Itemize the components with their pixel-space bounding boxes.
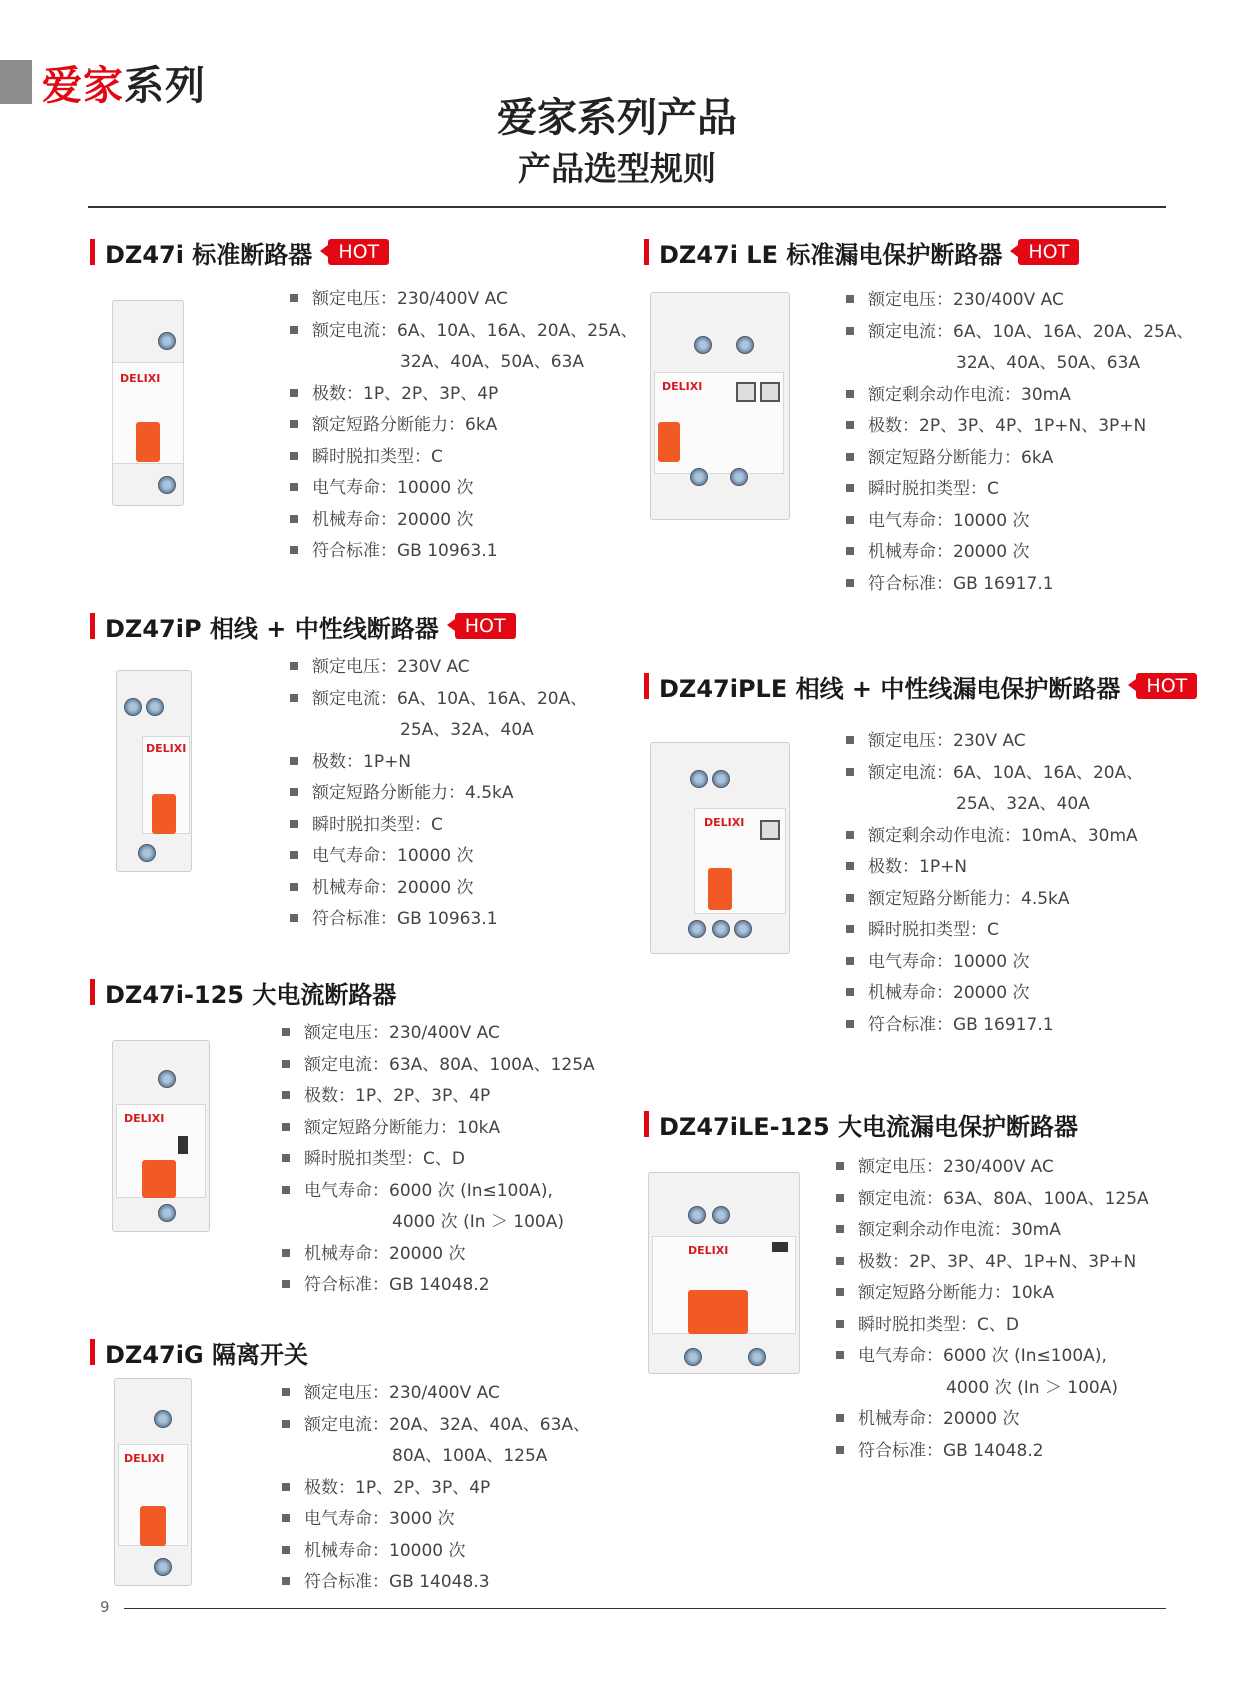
terminal-screw-icon [690,468,708,486]
dz47ip-breaker-image [116,670,190,870]
product-section-dz47ile125 [644,1108,1078,1140]
spec-item-continuation: 4000 次 (In ＞ 100A) [946,1377,1119,1398]
section-accent-bar [90,1339,95,1365]
dz47ile125-breaker-image [648,1172,798,1372]
spec-item: 额定电压：230/400V AC [282,1378,590,1410]
spec-item: 额定电流：6A、10A、16A、20A、 [846,758,1143,790]
terminal-screw-icon [684,1348,702,1366]
breaker-logo: DELIXI [120,372,161,385]
breaker-logo: DELIXI [662,380,703,393]
terminal-screw-icon [158,332,176,350]
breaker-logo: DELIXI [688,1244,729,1257]
spec-item: 电气寿命：10000 次 [846,947,1143,979]
terminal-screw-icon [154,1410,172,1428]
section-accent-bar [644,1111,649,1137]
spec-item-continuation: 4000 次 (In ＞ 100A) [392,1212,565,1232]
spec-item: 符合标准：GB 16917.1 [846,1010,1143,1042]
section-accent-bar [90,979,95,1005]
terminal-screw-icon [712,770,730,788]
terminal-screw-icon [146,698,164,716]
hot-badge: HOT [1136,673,1197,699]
product-title-row [90,1336,308,1368]
spec-list-dz47ile125 [836,1152,1149,1467]
product-section-dz47ip [90,610,516,642]
spec-item: 机械寿命：10000 次 [282,1536,590,1568]
test-button-icon [736,382,756,402]
spec-item: 瞬时脱扣类型：C [290,442,638,474]
product-title-row [644,1108,1078,1140]
dz47i125-breaker-image [112,1040,208,1230]
hot-badge: HOT [328,239,389,265]
breaker-lever [136,422,160,462]
product-title-row [90,610,516,642]
spec-item: 符合标准：GB 10963.1 [290,536,638,568]
breaker-logo: DELIXI [124,1112,165,1125]
spec-item: 额定短路分断能力：4.5kA [846,884,1143,916]
spec-item: 电气寿命：10000 次 [290,841,587,873]
terminal-screw-icon [158,476,176,494]
product-name: DZ47iG 隔离开关 [105,1340,309,1369]
spec-item: 机械寿命：20000 次 [282,1239,595,1271]
brand-title-red: 爱家 [42,62,124,109]
spec-item: 电气寿命：3000 次 [282,1504,590,1536]
product-section-dz47ile [644,236,1079,268]
spec-item: 机械寿命：20000 次 [836,1404,1149,1436]
terminal-screw-icon [688,920,706,938]
spec-item: 额定剩余动作电流：10mA、30mA [846,821,1143,853]
spec-item: 额定剩余动作电流：30mA [836,1215,1149,1247]
product-name: DZ47iP 相线 + 中性线断路器 [105,614,439,643]
spec-item: 瞬时脱扣类型：C [290,810,587,842]
spec-item: 额定电流：63A、80A、100A、125A [836,1184,1149,1216]
terminal-screw-icon [712,1206,730,1224]
spec-item: 额定短路分断能力：6kA [290,410,638,442]
spec-item: 符合标准：GB 14048.2 [282,1270,595,1302]
spec-item: 额定电流：6A、10A、16A、20A、25A、 [846,317,1194,349]
spec-list-dz47ip [290,652,587,936]
spec-list-dz47ile [846,285,1194,600]
terminal-screw-icon [694,336,712,354]
bottom-divider [124,1608,1166,1609]
product-section-dz47i [90,236,389,268]
spec-item: 极数：1P+N [290,747,587,779]
product-name: DZ47i 标准断路器 [105,240,313,269]
spec-item: 额定电流：63A、80A、100A、125A [282,1050,595,1082]
spec-item: 额定短路分断能力：6kA [846,443,1194,475]
breaker-lever [658,422,680,462]
terminal-screw-icon [748,1348,766,1366]
product-title-row [644,670,1197,702]
spec-item: 符合标准：GB 14048.3 [282,1567,590,1599]
terminal-screw-icon [124,698,142,716]
spec-item: 瞬时脱扣类型：C [846,474,1194,506]
terminal-screw-icon [690,770,708,788]
spec-item-continuation: 25A、32A、40A [956,794,1090,814]
switch-logo: DELIXI [124,1452,165,1465]
reset-button-icon [760,382,780,402]
spec-list-dz47ig [282,1378,590,1599]
status-window [772,1242,788,1252]
section-accent-bar [644,239,649,265]
spec-item: 额定电流：6A、10A、16A、20A、25A、 [290,316,638,348]
terminal-screw-icon [736,336,754,354]
breaker-lever [152,794,176,834]
terminal-screw-icon [712,920,730,938]
spec-item: 极数：1P、2P、3P、4P [282,1473,590,1505]
spec-item-continuation: 32A、40A、50A、63A [956,353,1141,373]
product-title-row [90,236,389,268]
product-name: DZ47i LE 标准漏电保护断路器 [659,240,1003,269]
spec-item: 瞬时脱扣类型：C、D [836,1310,1149,1342]
spec-item: 机械寿命：20000 次 [290,505,638,537]
terminal-screw-icon [154,1558,172,1576]
hot-badge: HOT [1018,239,1079,265]
terminal-screw-icon [158,1204,176,1222]
spec-item: 极数：1P、2P、3P、4P [290,379,638,411]
brand-title-dark: 系列 [124,62,206,109]
terminal-screw-icon [138,844,156,862]
spec-item: 瞬时脱扣类型：C [846,915,1143,947]
spec-item: 电气寿命：6000 次 (In≤100A), [282,1176,595,1208]
page-subtitle: 产品选型规则 [518,149,716,188]
spec-item: 额定剩余动作电流：30mA [846,380,1194,412]
terminal-screw-icon [158,1070,176,1088]
spec-item: 额定电压：230V AC [846,726,1143,758]
spec-item: 额定短路分断能力：10kA [282,1113,595,1145]
spec-list-dz47i125 [282,1018,595,1302]
breaker-logo: DELIXI [146,742,187,755]
spec-item-continuation: 80A、100A、125A [392,1446,548,1466]
spec-item: 额定电压：230/400V AC [836,1152,1149,1184]
page-number: 9 [100,1598,110,1616]
section-accent-bar [644,673,649,699]
spec-item: 机械寿命：20000 次 [846,978,1143,1010]
dz47ig-switch-image [114,1378,190,1584]
spec-item: 瞬时脱扣类型：C、D [282,1144,595,1176]
spec-item: 符合标准：GB 16917.1 [846,569,1194,601]
spec-item-continuation: 32A、40A、50A、63A [400,352,585,372]
product-section-dz47ig [90,1336,308,1368]
spec-item: 机械寿命：20000 次 [290,873,587,905]
breaker-lever [142,1160,176,1198]
spec-item: 额定电流：20A、32A、40A、63A、 [282,1410,590,1442]
spec-item: 额定短路分断能力：4.5kA [290,778,587,810]
section-accent-bar [90,239,95,265]
breaker-lever [708,868,732,910]
dz47i-breaker-image [108,300,186,504]
spec-item: 额定电压：230V AC [290,652,587,684]
spec-item: 极数：1P、2P、3P、4P [282,1081,595,1113]
switch-lever [140,1506,166,1546]
spec-item: 电气寿命：10000 次 [290,473,638,505]
dz47ile-breaker-image [650,292,788,518]
spec-item-continuation: 25A、32A、40A [400,720,534,740]
dz47iple-breaker-image [650,742,788,952]
spec-item: 额定电压：230/400V AC [846,285,1194,317]
hot-badge: HOT [455,613,516,639]
section-accent-bar [90,613,95,639]
product-name: DZ47iLE-125 大电流漏电保护断路器 [659,1112,1079,1141]
spec-item: 额定短路分断能力：10kA [836,1278,1149,1310]
spec-item: 电气寿命：10000 次 [846,506,1194,538]
spec-item: 极数：1P+N [846,852,1143,884]
status-window [178,1136,188,1154]
spec-item: 极数：2P、3P、4P、1P+N、3P+N [846,411,1194,443]
spec-list-dz47i [290,284,638,568]
spec-item: 机械寿命：20000 次 [846,537,1194,569]
spec-item: 极数：2P、3P、4P、1P+N、3P+N [836,1247,1149,1279]
spec-item: 额定电压：230/400V AC [282,1018,595,1050]
product-name: DZ47iPLE 相线 + 中性线漏电保护断路器 [659,674,1121,703]
page-title: 爱家系列产品 [497,95,737,141]
terminal-screw-icon [730,468,748,486]
breaker-lever [688,1290,748,1334]
product-section-dz47iple [644,670,1197,702]
top-divider [88,206,1166,208]
product-title-row [90,976,396,1008]
spec-item: 电气寿命：6000 次 (In≤100A), [836,1341,1149,1373]
spec-item: 额定电压：230/400V AC [290,284,638,316]
test-button-icon [760,820,780,840]
spec-item: 符合标准：GB 10963.1 [290,904,587,936]
spec-list-dz47iple [846,726,1143,1041]
product-name: DZ47i-125 大电流断路器 [105,980,397,1009]
spec-item: 额定电流：6A、10A、16A、20A、 [290,684,587,716]
breaker-logo: DELIXI [704,816,745,829]
terminal-screw-icon [688,1206,706,1224]
product-section-dz47i125 [90,976,396,1008]
terminal-screw-icon [734,920,752,938]
spec-item: 符合标准：GB 14048.2 [836,1436,1149,1468]
product-title-row [644,236,1079,268]
